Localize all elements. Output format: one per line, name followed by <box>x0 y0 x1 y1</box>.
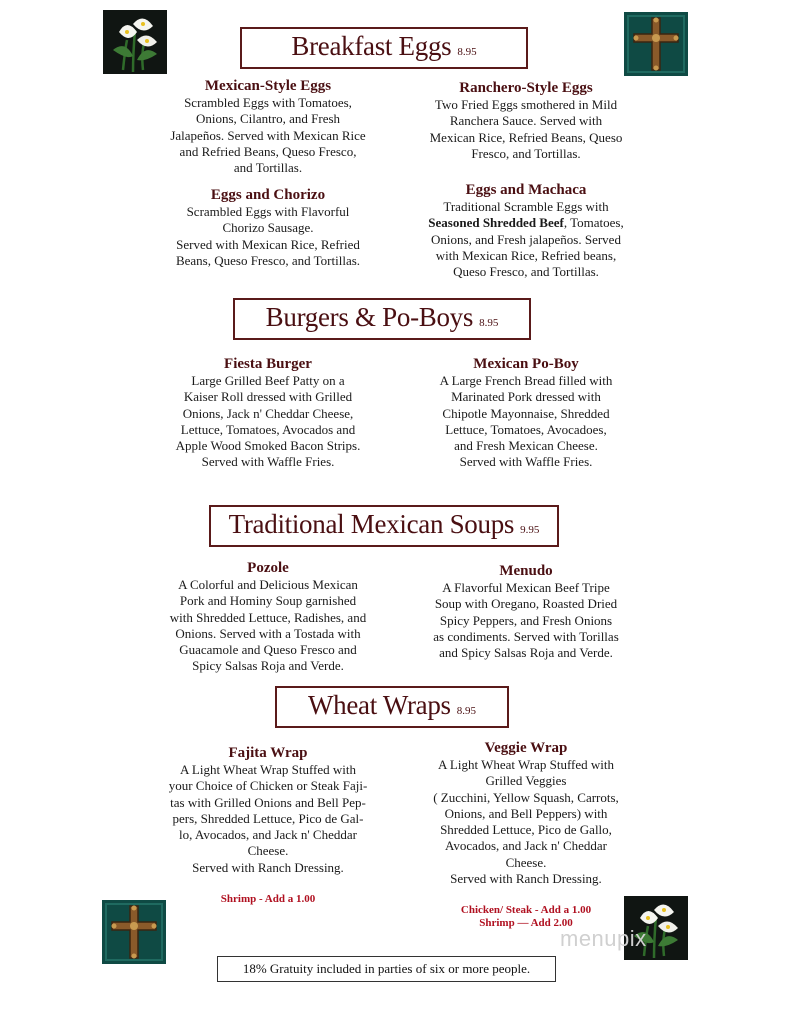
item-description <box>408 199 644 280</box>
addon-shrimp-fajita: Shrimp - Add a 1.00 <box>220 893 316 905</box>
item-description: A Large French Bread filled with Marinated Pork dressed with Chipotle Mayonnaise, Shredded Lettuce, Tomatoes, Avocadoes, and Fresh Mexican Cheese. Served with Waffle Fries. <box>439 373 613 470</box>
item-name: Mexican-Style Eggs <box>204 78 332 94</box>
menu-item-ranchero-style-eggs <box>408 80 644 162</box>
desc-part: Traditional Scramble Eggs with <box>443 199 609 214</box>
addon-veggie-wrap: Chicken/ Steak - Add a 1.00 Shrimp — Add 2.00 <box>460 904 592 929</box>
section-price: 8.95 <box>457 46 477 58</box>
desc-bold-part: Seasoned Shredded Beef <box>428 215 564 231</box>
section-header-burgers-po-boys <box>233 298 531 340</box>
menu-item-mexican-po-boy <box>408 356 644 471</box>
item-name: Fiesta Burger <box>224 356 312 372</box>
menu-item-pozole <box>150 560 386 675</box>
desc-part: , Tomatoes, Onions, and Fresh jalapeños. Served with Mexican Rice, Refried beans, Queso Fresco, and Tortillas. <box>431 215 624 280</box>
item-name: Menudo <box>499 563 553 579</box>
gratuity-notice: 18% Gratuity included in parties of six or more people. <box>217 956 556 982</box>
item-description: A Light Wheat Wrap Stuffed with Grilled Veggies ( Zucchini, Yellow Squash, Carrots, Onions, and Bell Peppers) with Shredded Lettuce, Pico de Gallo, Avocados, and Jack n' Cheddar Cheese. Served with Ranch Dressing. <box>433 757 619 887</box>
item-description: A Colorful and Delicious Mexican Pork and Hominy Soup garnished with Shredded Lettuce, Radishes, and Onions. Served with a Tostada with Guacamole and Queso Fresco and Spicy Salsas Roja and Verde. <box>169 577 367 674</box>
menu-item-menudo <box>408 563 644 661</box>
section-title: Burgers & Po-Boys <box>265 302 474 332</box>
menu-item-fajita-wrap <box>150 745 386 876</box>
ornate-cross-icon <box>624 12 688 76</box>
menu-item-mexican-style-eggs <box>150 78 386 176</box>
item-description: Scrambled Eggs with Flavorful Chorizo Sausage. Served with Mexican Rice, Refried Beans, Queso Fresco, and Tortillas. <box>175 204 361 268</box>
section-price: 8.95 <box>456 705 477 717</box>
item-description: A Flavorful Mexican Beef Tripe Soup with Oregano, Roasted Dried Spicy Peppers, and Fresh Onions as condiments. Served with Torillas and Spicy Salsas Roja and Verde. <box>433 580 619 661</box>
menu-item-fiesta-burger <box>150 356 386 471</box>
calla-lily-icon <box>103 10 167 74</box>
section-price: 9.95 <box>520 524 540 536</box>
section-header-breakfast-eggs <box>240 27 528 69</box>
menu-item-eggs-and-chorizo <box>150 187 386 269</box>
section-header-mexican-soups <box>209 505 559 547</box>
section-title: Breakfast Eggs <box>291 31 452 61</box>
watermark: menupix <box>560 926 647 951</box>
section-price: 8.95 <box>479 317 499 329</box>
menu-item-veggie-wrap <box>408 740 644 887</box>
menu-item-eggs-and-machaca <box>408 182 644 280</box>
item-name: Eggs and Machaca <box>465 182 587 198</box>
item-name: Fajita Wrap <box>228 745 308 761</box>
item-name: Veggie Wrap <box>484 740 568 756</box>
item-name: Pozole <box>247 560 289 576</box>
item-description: Two Fried Eggs smothered in Mild Ranchera Sauce. Served with Mexican Rice, Refried Beans, Queso Fresco, and Tortillas. <box>429 97 623 161</box>
item-description: A Light Wheat Wrap Stuffed with your Choice of Chicken or Steak Faji- tas with Grilled Onions and Bell Pep- pers, Shredded Lettuce, Pico de Gal- lo, Avocados, and Jack n' Cheddar Cheese. Served with Ranch Dressing. <box>168 762 368 875</box>
item-name: Mexican Po-Boy <box>473 356 579 372</box>
section-title: Traditional Mexican Soups <box>228 509 515 539</box>
item-name: Eggs and Chorizo <box>210 187 326 203</box>
section-header-wheat-wraps <box>275 686 509 728</box>
section-title: Wheat Wraps <box>307 690 451 720</box>
item-name: Ranchero-Style Eggs <box>459 80 593 96</box>
item-description: Large Grilled Beef Patty on a Kaiser Roll dressed with Grilled Onions, Jack n' Cheddar Cheese, Lettuce, Tomatoes, Avocados and Apple Wood Smoked Bacon Strips. Served with Waffle Fries. <box>175 373 361 470</box>
item-description: Scrambled Eggs with Tomatoes, Onions, Cilantro, and Fresh Jalapeños. Served with Mexican Rice and Refried Beans, Queso Fresco, and Tortillas. <box>170 95 366 176</box>
ornate-cross-icon <box>102 900 166 964</box>
